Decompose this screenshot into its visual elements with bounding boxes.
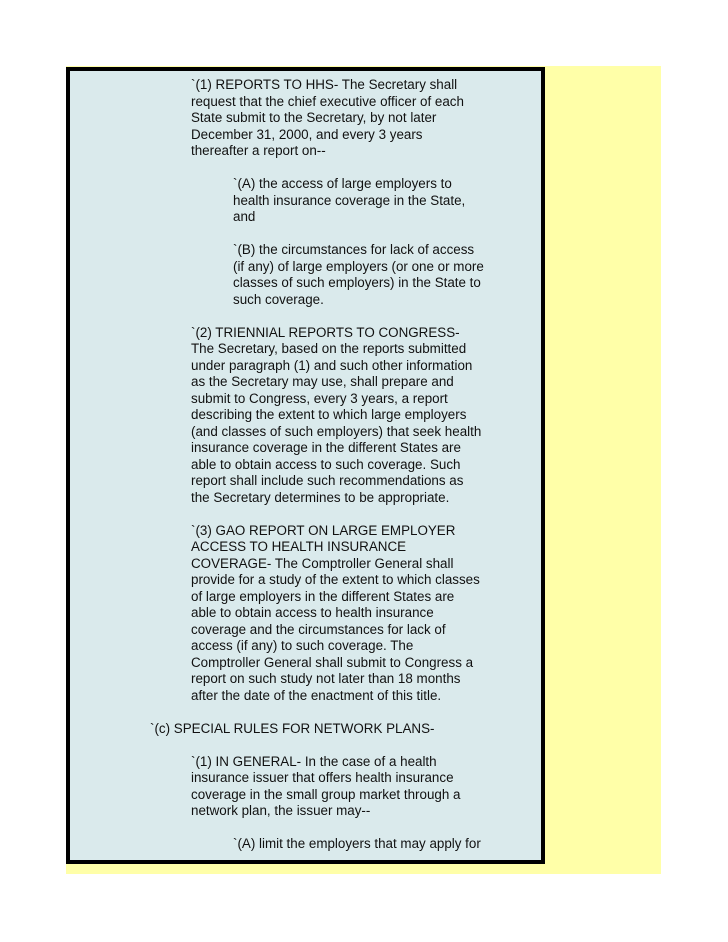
text-line: coverage and the circumstances for lack of <box>191 621 446 637</box>
text-line: access (if any) to such coverage. The <box>191 638 414 653</box>
text-line: describing the extent to which large employers <box>191 407 467 422</box>
document-content <box>70 77 541 864</box>
text-line: as the Secretary may use, shall prepare and <box>191 374 454 389</box>
text-line: able to obtain access to health insurance <box>191 605 434 620</box>
text-line: submit to Congress, every 3 years, a report <box>191 390 448 406</box>
text-line: State submit to the Secretary, by not later <box>191 110 437 125</box>
paragraph <box>191 754 541 820</box>
text-line: report on such study not later than 18 months <box>191 671 461 686</box>
text-line: under paragraph (1) and such other information <box>191 357 473 373</box>
text-line: insurance issuer that offers health insurance <box>191 770 454 785</box>
text-line: ACCESS TO HEALTH INSURANCE <box>191 539 407 554</box>
text-line: after the date of the enactment of this title. <box>191 687 442 703</box>
text-line: `(A) the access of large employers to <box>233 176 452 191</box>
text-line: `(3) GAO REPORT ON LARGE EMPLOYER <box>191 522 456 538</box>
text-line: the Secretary determines to be appropriate. <box>191 489 450 505</box>
text-line: report shall include such recommendations as <box>191 473 464 488</box>
text-line: December 31, 2000, and every 3 years <box>191 126 423 142</box>
text-line: COVERAGE- The Comptroller General shall <box>191 555 454 571</box>
paragraph <box>233 242 541 308</box>
text-line: insurance coverage in the different States are <box>191 440 461 455</box>
document-text-box <box>66 67 545 864</box>
paragraph <box>191 77 541 160</box>
text-line: Comptroller General shall submit to Congress a <box>191 654 474 670</box>
text-line: `(B) the circumstances for lack of access <box>233 242 475 257</box>
text-line: such coverage. <box>233 291 324 307</box>
text-line: request that the chief executive officer of each <box>191 93 464 109</box>
text-line: The Secretary, based on the reports submitted <box>191 341 467 356</box>
paragraph <box>191 523 541 705</box>
text-line: network plan, the issuer may-- <box>191 803 371 818</box>
paragraph <box>191 325 541 507</box>
text-line: (and classes of such employers) that seek health <box>191 423 482 439</box>
paragraph <box>233 836 541 853</box>
text-line: `(1) REPORTS TO HHS- The Secretary shall <box>191 77 458 92</box>
text-line: `(2) TRIENNIAL REPORTS TO CONGRESS- <box>191 324 460 340</box>
text-line: and <box>233 209 256 224</box>
text-line: (if any) of large employers (or one or more <box>233 258 484 274</box>
text-line: `(A) limit the employers that may apply for <box>233 836 481 851</box>
text-line: coverage in the small group market through a <box>191 786 461 802</box>
text-line: `(1) IN GENERAL- In the case of a health <box>191 753 437 769</box>
paragraph <box>150 721 541 738</box>
paragraph <box>233 176 541 226</box>
text-line: thereafter a report on-- <box>191 143 326 158</box>
text-line: `(c) SPECIAL RULES FOR NETWORK PLANS- <box>150 720 435 736</box>
text-line: health insurance coverage in the State, <box>233 192 466 208</box>
text-line: classes of such employers) in the State to <box>233 275 481 290</box>
text-line: provide for a study of the extent to which classes <box>191 572 480 587</box>
text-line: of large employers in the different States are <box>191 588 455 604</box>
text-line: able to obtain access to such coverage. Such <box>191 456 461 472</box>
